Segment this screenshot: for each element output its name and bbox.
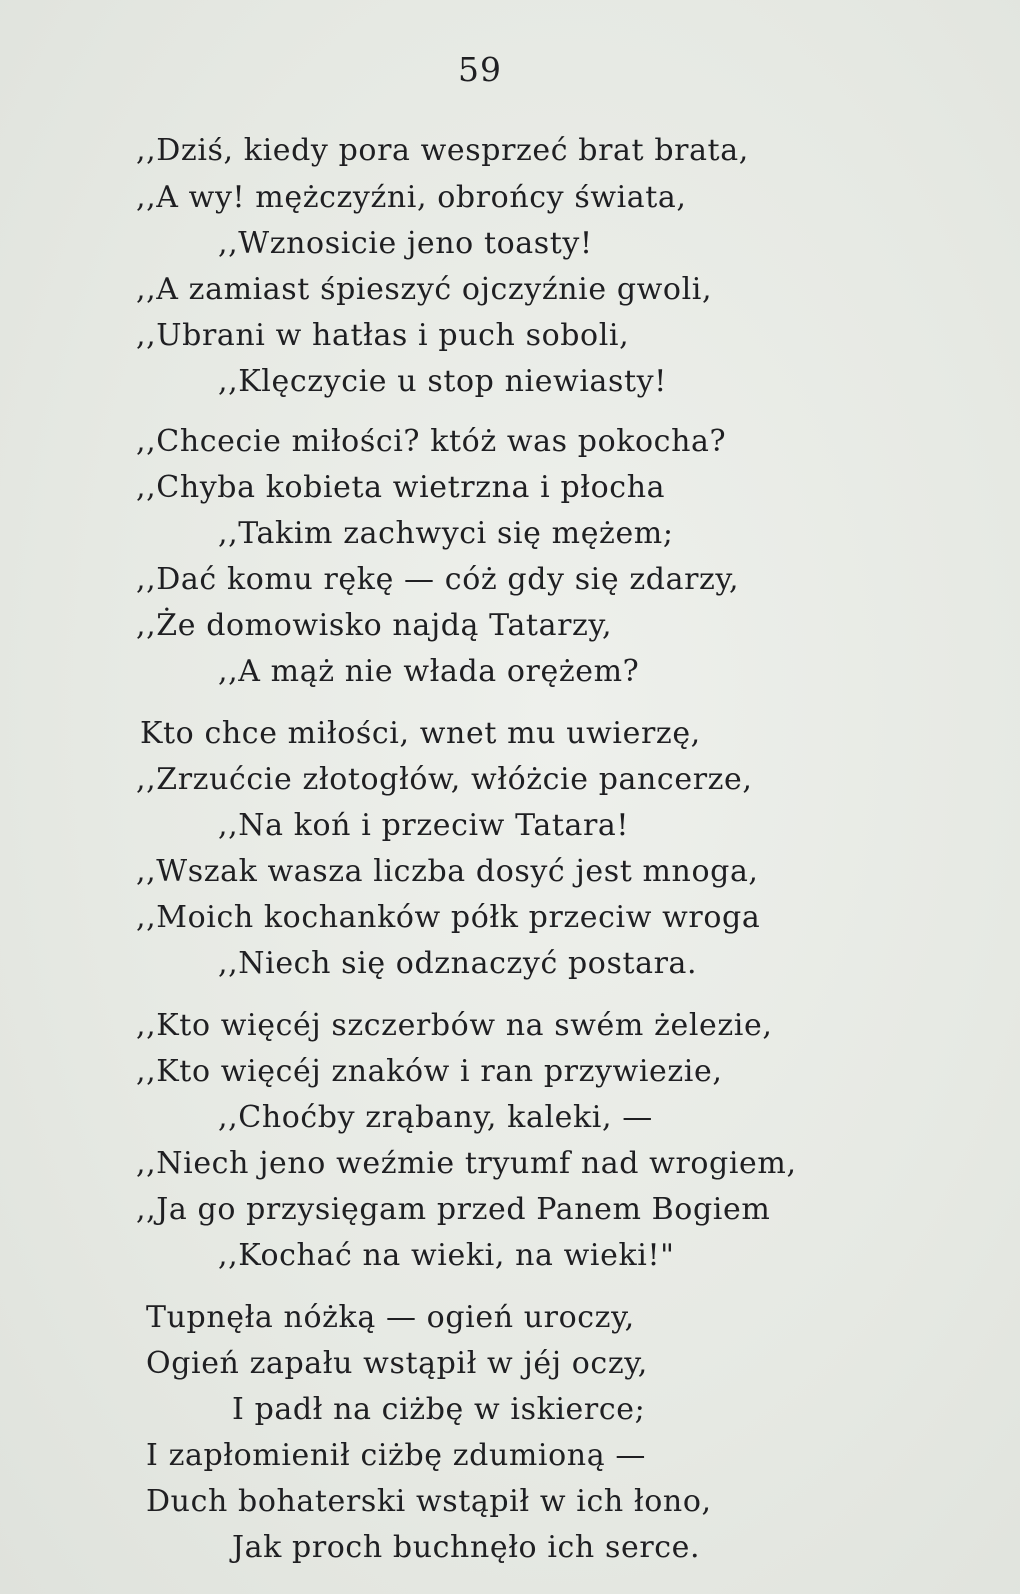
verse-line: ,,Kochać na wieki, na wieki!"	[218, 1238, 675, 1273]
verse-line: Jak proch buchnęło ich serce.	[232, 1530, 701, 1565]
verse-line: ,,Że domowisko najdą Tatarzy,	[136, 608, 613, 643]
verse-line: ,,A zamiast śpieszyć ojczyźnie gwoli,	[136, 272, 713, 307]
verse-line: Ogień zapału wstąpił w jéj oczy,	[146, 1346, 648, 1381]
verse-line: ,,Takim zachwyci się mężem;	[218, 516, 674, 551]
verse-line: ,,Dać komu rękę — cóż gdy się zdarzy,	[136, 562, 740, 597]
verse-line: ,,Zrzućcie złotogłów, włóżcie pancerze,	[136, 762, 753, 797]
verse-line: I padł na ciżbę w iskierce;	[232, 1392, 646, 1427]
verse-line: ,,Wszak wasza liczba dosyć jest mnoga,	[136, 854, 759, 889]
page-number: 59	[458, 50, 502, 89]
verse-line: ,,A mąż nie włada orężem?	[218, 654, 640, 689]
verse-line: ,,Chyba kobieta wietrzna i płocha	[136, 470, 666, 505]
verse-line: ,,Ubrani w hatłas i puch soboli,	[136, 318, 630, 353]
verse-line: ,,Wznosicie jeno toasty!	[218, 226, 593, 261]
verse-line: ,,Choćby zrąbany, kaleki, —	[218, 1100, 653, 1135]
verse-line: Duch bohaterski wstąpił w ich łono,	[146, 1484, 712, 1519]
verse-line: I zapłomienił ciżbę zdumioną —	[146, 1438, 646, 1473]
verse-line: ,,A wy! mężczyźni, obrońcy świata,	[136, 180, 687, 215]
verse-line: ,,Na koń i przeciw Tatara!	[218, 808, 630, 843]
verse-line: ,,Klęczycie u stop niewiasty!	[218, 364, 667, 399]
verse-line: ,,Kto więcéj znaków i ran przywiezie,	[136, 1054, 723, 1089]
verse-line: ,,Niech jeno weźmie tryumf nad wrogiem,	[136, 1146, 797, 1181]
verse-line: ,,Chcecie miłości? któż was pokocha?	[136, 424, 727, 459]
verse-line: ,,Moich kochanków półk przeciw wroga	[136, 900, 761, 935]
verse-line: ,,Ja go przysięgam przed Panem Bogiem	[136, 1192, 771, 1227]
verse-line: ,,Niech się odznaczyć postara.	[218, 946, 698, 981]
verse-line: ,,Dziś, kiedy pora wesprzeć brat brata,	[136, 133, 749, 168]
verse-line: ,,Kto więcéj szczerbów na swém żelezie,	[136, 1008, 773, 1043]
verse-line: Kto chce miłości, wnet mu uwierzę,	[140, 716, 701, 751]
verse-line: Tupnęła nóżką — ogień uroczy,	[146, 1300, 635, 1335]
